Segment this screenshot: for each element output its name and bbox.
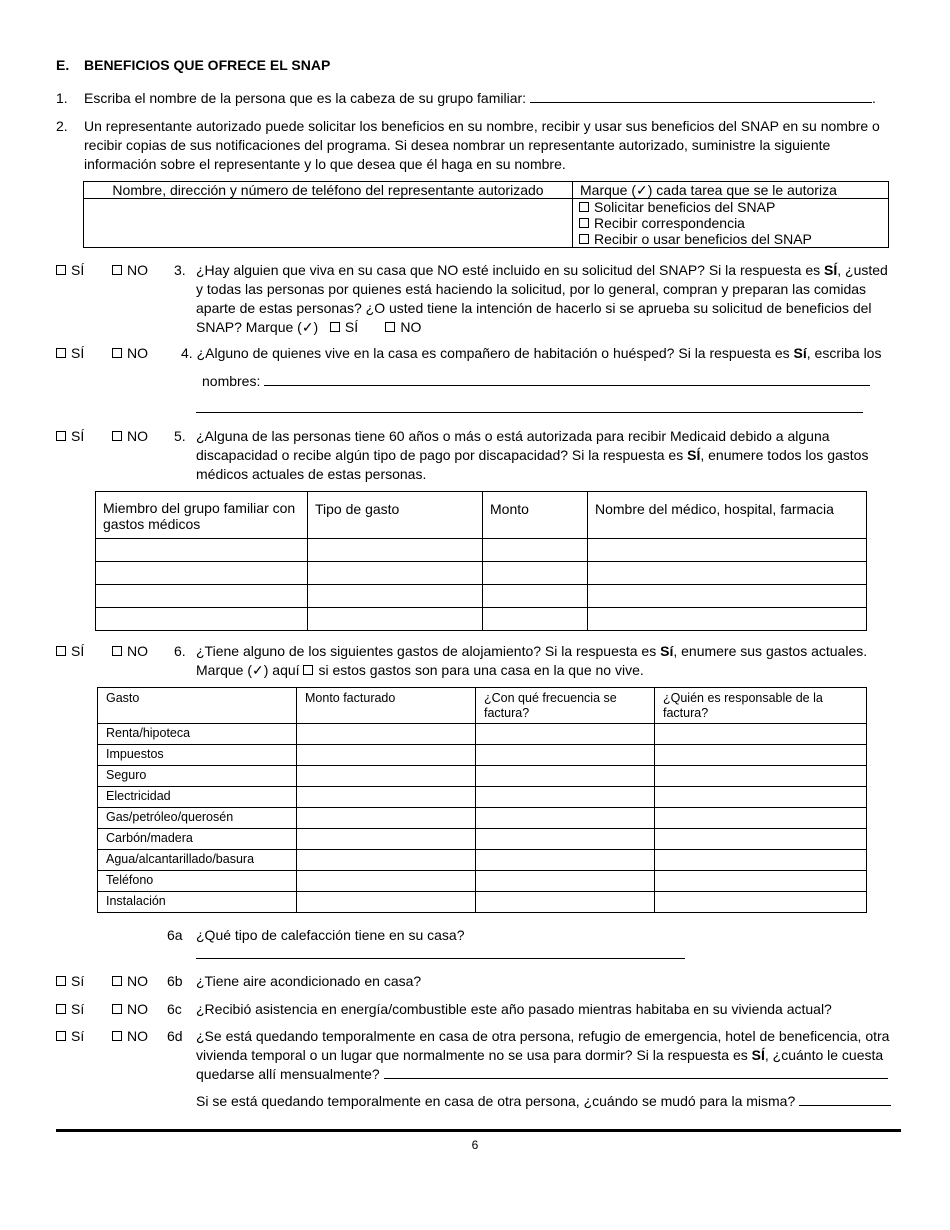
names-field[interactable] [264, 385, 870, 386]
table-row [98, 724, 867, 745]
q6b-yes-no [56, 972, 148, 991]
q6-number: 6. [174, 643, 186, 659]
q6c-text: ¿Recibió asistencia en energía/combustible este año pasado mientras habitaba en su vivienda actual? [196, 1001, 832, 1017]
checkbox-icon[interactable] [112, 265, 122, 275]
table-cell[interactable] [588, 562, 867, 585]
q4-yes-no [56, 344, 148, 363]
yes-option[interactable]: Sí [56, 1001, 84, 1017]
heating-type-field[interactable] [196, 944, 685, 959]
table-cell[interactable] [308, 562, 483, 585]
checkbox-icon[interactable] [385, 322, 395, 332]
names-field-line2[interactable] [196, 396, 863, 413]
q6b-number: 6b [167, 973, 183, 989]
table-cell[interactable] [476, 892, 655, 913]
task-item[interactable]: Solicitar beneficios del SNAP [579, 199, 888, 215]
table-row [96, 608, 867, 631]
table-cell[interactable] [297, 850, 476, 871]
table-row [98, 787, 867, 808]
checkbox-icon[interactable] [56, 431, 66, 441]
q6b-text: ¿Tiene aire acondicionado en casa? [196, 973, 422, 989]
footer-rule [56, 1129, 901, 1132]
table-cell[interactable] [476, 871, 655, 892]
table-cell[interactable] [483, 539, 588, 562]
housing-header-responsible: ¿Quién es responsable de la factura? [655, 688, 867, 724]
q6c-yes-no [56, 1000, 148, 1019]
q5-number: 5. [174, 428, 186, 444]
table-cell[interactable] [476, 787, 655, 808]
expense-label: Renta/hipoteca [98, 724, 297, 745]
checkbox-icon[interactable] [112, 976, 122, 986]
checkbox-icon[interactable] [579, 202, 589, 212]
housing-expenses-table [97, 687, 867, 913]
checkbox-icon[interactable] [303, 665, 313, 675]
table-cell[interactable] [308, 608, 483, 631]
table-row [96, 562, 867, 585]
checkbox-icon[interactable] [579, 218, 589, 228]
no-option[interactable]: NO [112, 427, 148, 446]
expense-label: Carbón/madera [98, 829, 297, 850]
q1-number: 1. [56, 90, 68, 106]
q3-opt-yes[interactable]: SÍ [330, 319, 358, 335]
page-number: 6 [471, 1138, 479, 1152]
tasks-col-header: Marque (✓) cada tarea que se le autoriza [573, 182, 889, 199]
table-cell[interactable] [483, 608, 588, 631]
table-row [96, 585, 867, 608]
checkbox-icon[interactable] [112, 646, 122, 656]
no-option[interactable]: NO [112, 1000, 148, 1019]
checkbox-icon[interactable] [56, 646, 66, 656]
yes-option[interactable]: SÍ [56, 262, 84, 278]
table-cell[interactable] [483, 562, 588, 585]
no-option[interactable]: NO [112, 344, 148, 363]
expense-label: Agua/alcantarillado/basura [98, 850, 297, 871]
q5-text: ¿Alguna de las personas tiene 60 años o más o está autorizada para recibir Medicaid debido a alguna discapacidad o recibe algún tipo de pago por discapacidad? Si la respuesta es SÍ, enumere todos los gastos médicos actuales de estas personas. [196, 428, 869, 482]
table-cell[interactable] [297, 745, 476, 766]
table-cell[interactable] [297, 871, 476, 892]
table-cell[interactable] [96, 585, 308, 608]
table-cell[interactable] [655, 850, 867, 871]
table-cell[interactable] [308, 585, 483, 608]
q6d-text: ¿Se está quedando temporalmente en casa de otra persona, refugio de emergencia, hotel de beneficencia, otra vivienda temporal o un lugar que normalmente no se usa para dormir? Si la respuesta es SÍ, ¿cuánto le cuesta quedarse allí mensualmente? [196, 1028, 890, 1082]
checkbox-icon[interactable] [56, 348, 66, 358]
no-option[interactable]: NO [112, 972, 148, 991]
table-cell[interactable] [655, 892, 867, 913]
q5-yes-no [56, 427, 148, 446]
housing-header-frequency: ¿Con qué frecuencia se factura? [476, 688, 655, 724]
table-row [98, 850, 867, 871]
checkbox-icon[interactable] [112, 431, 122, 441]
yes-option[interactable]: SÍ [56, 643, 84, 659]
med-header-provider: Nombre del médico, hospital, farmacia [588, 492, 867, 539]
q3-opt-no[interactable]: NO [385, 319, 421, 335]
medical-expenses-table [95, 491, 867, 631]
table-cell[interactable] [297, 808, 476, 829]
table-cell[interactable] [297, 829, 476, 850]
q6-yes-no [56, 642, 148, 661]
table-row [98, 745, 867, 766]
table-cell[interactable] [655, 766, 867, 787]
yes-option[interactable]: SÍ [56, 428, 84, 444]
table-cell[interactable] [476, 724, 655, 745]
q6d-moved-text: Si se está quedando temporalmente en casa de otra persona, ¿cuándo se mudó para la misma? [196, 1092, 891, 1111]
q2-number: 2. [56, 118, 68, 134]
q3-text: ¿Hay alguien que viva en su casa que NO esté incluido en su solicitud del SNAP? Si la respuesta es SÍ, ¿usted y todas las personas por quienes está haciendo la solicitud, por lo general, compran y preparan las comidas aparte de estas personas? ¿O usted tiene la intención de hacerlo si se aprueba su solicitud de beneficios del SNAP? Marque (✓) SÍ NO [196, 262, 888, 335]
q6c-number: 6c [167, 1001, 182, 1017]
yes-option[interactable]: Sí [56, 1028, 84, 1044]
table-cell[interactable] [655, 808, 867, 829]
section-title: BENEFICIOS QUE OFRECE EL SNAP [84, 57, 331, 73]
q6a-number: 6a [167, 927, 183, 943]
q6d-yes-no [56, 1027, 148, 1046]
expense-label: Teléfono [98, 871, 297, 892]
table-cell[interactable] [297, 787, 476, 808]
monthly-cost-field[interactable] [384, 1078, 888, 1079]
task-item[interactable]: Recibir correspondencia [579, 215, 888, 231]
housing-header-billed: Monto facturado [297, 688, 476, 724]
table-cell[interactable] [476, 850, 655, 871]
table-cell[interactable] [476, 745, 655, 766]
checkbox-icon[interactable] [56, 265, 66, 275]
table-cell[interactable] [297, 724, 476, 745]
table-cell[interactable] [588, 608, 867, 631]
table-cell[interactable] [476, 808, 655, 829]
table-row [98, 766, 867, 787]
checkbox-icon[interactable] [112, 1004, 122, 1014]
table-cell[interactable] [655, 787, 867, 808]
table-cell[interactable] [96, 539, 308, 562]
head-of-household-field[interactable] [530, 102, 872, 103]
table-cell[interactable] [655, 724, 867, 745]
expense-label: Instalación [98, 892, 297, 913]
table-cell[interactable] [308, 539, 483, 562]
q3-number: 3. [174, 262, 186, 278]
tasks-cell [573, 199, 889, 248]
q4-text: 4. ¿Alguno de quienes vive en la casa es compañero de habitación o huésped? Si la respuesta es Sí, escriba los [181, 345, 882, 361]
section-letter: E. [56, 57, 70, 73]
table-row [98, 871, 867, 892]
no-option[interactable]: NO [112, 261, 148, 280]
rep-col-header: Nombre, dirección y número de teléfono del representante autorizado [84, 182, 573, 199]
checkbox-icon[interactable] [56, 1031, 66, 1041]
yes-option[interactable]: SÍ [56, 345, 84, 361]
checkbox-icon[interactable] [112, 348, 122, 358]
table-cell[interactable] [483, 585, 588, 608]
table-row [98, 829, 867, 850]
checkbox-icon[interactable] [330, 322, 340, 332]
no-option[interactable]: NO [112, 1027, 148, 1046]
table-cell[interactable] [655, 745, 867, 766]
table-cell[interactable] [588, 539, 867, 562]
q6d-number: 6d [167, 1028, 183, 1044]
table-cell[interactable] [476, 766, 655, 787]
rep-info-cell[interactable] [84, 199, 573, 248]
expense-label: Gas/petróleo/querosén [98, 808, 297, 829]
table-cell[interactable] [96, 562, 308, 585]
expense-label: Impuestos [98, 745, 297, 766]
expense-label: Electricidad [98, 787, 297, 808]
med-header-amount: Monto [483, 492, 588, 539]
table-cell[interactable] [297, 766, 476, 787]
yes-option[interactable]: Sí [56, 973, 84, 989]
med-header-member: Miembro del grupo familiar con gastos médicos [96, 492, 308, 539]
representative-table [83, 181, 889, 248]
no-option[interactable]: NO [112, 642, 148, 661]
q4-names-label: nombres: [202, 372, 870, 391]
table-cell[interactable] [476, 829, 655, 850]
move-date-field[interactable] [799, 1105, 891, 1106]
table-cell[interactable] [96, 608, 308, 631]
checkbox-icon[interactable] [579, 234, 589, 244]
med-header-type: Tipo de gasto [308, 492, 483, 539]
expense-label: Seguro [98, 766, 297, 787]
table-cell[interactable] [655, 829, 867, 850]
q1-text: Escriba el nombre de la persona que es la cabeza de su grupo familiar: . [84, 90, 876, 106]
q2-text: Un representante autorizado puede solicitar los beneficios en su nombre, recibir y usar sus beneficios del SNAP en su nombre o recibir copias de sus notificaciones del programa. Si desea nombrar un representante autorizado, suministre la siguiente información sobre el representante y lo que desea que él haga en su nombre. [84, 118, 880, 172]
checkbox-icon[interactable] [56, 976, 66, 986]
checkbox-icon[interactable] [112, 1031, 122, 1041]
q3-yes-no [56, 261, 148, 280]
q6a-text: ¿Qué tipo de calefacción tiene en su casa? [196, 927, 465, 943]
table-row [96, 539, 867, 562]
checkbox-icon[interactable] [56, 1004, 66, 1014]
q6-text: ¿Tiene alguno de los siguientes gastos de alojamiento? Si la respuesta es Sí, enumere sus gastos actuales. Marque (✓) aquí si estos gastos son para una casa en la que no vive. [196, 643, 868, 678]
task-item[interactable]: Recibir o usar beneficios del SNAP [579, 231, 888, 247]
table-cell[interactable] [297, 892, 476, 913]
table-row [98, 892, 867, 913]
table-cell[interactable] [655, 871, 867, 892]
table-row [98, 808, 867, 829]
table-cell[interactable] [588, 585, 867, 608]
housing-header-expense: Gasto [98, 688, 297, 724]
